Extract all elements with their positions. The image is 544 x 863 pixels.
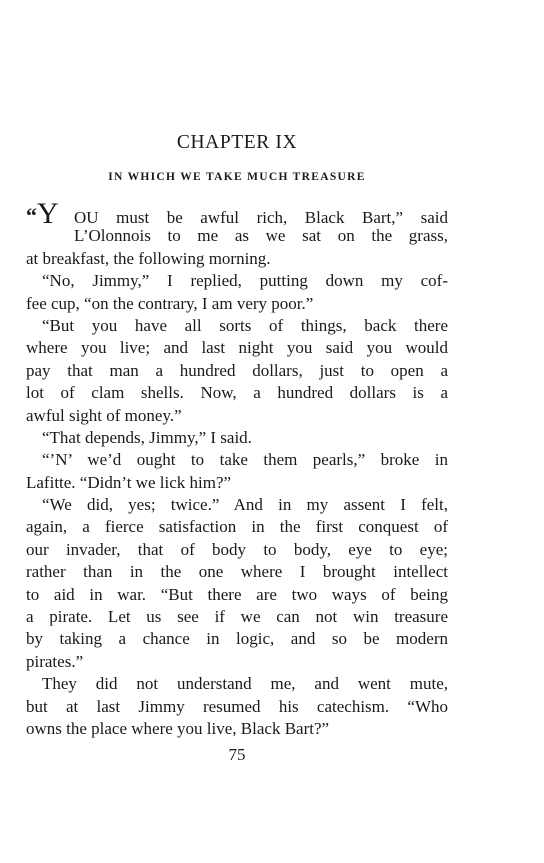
text-line: but at last Jimmy resumed his catechism. “Who xyxy=(26,696,448,716)
text-line: “But you have all sorts of things, back there xyxy=(42,315,448,335)
text-line: lot of clam shells. Now, a hundred dollars is a xyxy=(26,383,448,403)
text-line: pay that man a hundred dollars, just to open a xyxy=(26,360,448,380)
text-line: L’Olonnois to me as we sat on the grass, xyxy=(74,226,448,246)
drop-cap xyxy=(26,197,74,230)
chapter-title: CHAPTER IX xyxy=(176,132,298,153)
text-line: owns the place where you live, Black Bart?” xyxy=(26,718,330,738)
text-line: “No, Jimmy,” I replied, putting down my cof- xyxy=(42,271,448,291)
text-line: again, a fierce satisfaction in the first conquest of xyxy=(26,517,448,537)
book-page xyxy=(26,0,448,863)
text-line: a pirate. Let us see if we can not win treasure xyxy=(26,607,448,627)
text-line xyxy=(26,197,448,230)
text-line: by taking a chance in logic, and so be modern xyxy=(26,629,448,649)
text-line: rather than in the one where I brought intellect xyxy=(26,562,448,582)
text-line: “’N’ we’d ought to take them pearls,” broke in xyxy=(42,450,448,470)
drop-cap-quote: “ xyxy=(26,203,37,228)
text-line: pirates.” xyxy=(26,651,84,671)
text-line: They did not understand me, and went mute, xyxy=(42,674,448,694)
text-line: Lafitte. “Didn’t we lick him?” xyxy=(26,472,232,492)
body-text xyxy=(26,197,448,740)
text-line: fee cup, “on the contrary, I am very poor.” xyxy=(26,293,314,313)
text-line: our invader, that of body to body, eye to eye; xyxy=(26,539,448,559)
text-line: to aid in war. “But there are two ways of being xyxy=(26,584,448,604)
page-number: 75 xyxy=(228,745,246,764)
text-line: awful sight of money.” xyxy=(26,405,182,425)
chapter-subtitle: IN WHICH WE TAKE MUCH TREASURE xyxy=(108,171,366,183)
text-line: at breakfast, the following morning. xyxy=(26,248,271,268)
text-line-content: OU must be awful rich, Black Bart,” said xyxy=(74,208,448,227)
text-line: where you live; and last night you said you would xyxy=(26,338,448,358)
drop-cap-letter: Y xyxy=(37,197,59,230)
text-line: “We did, yes; twice.” And in my assent I felt, xyxy=(42,495,448,515)
text-line: “That depends, Jimmy,” I said. xyxy=(42,427,252,447)
